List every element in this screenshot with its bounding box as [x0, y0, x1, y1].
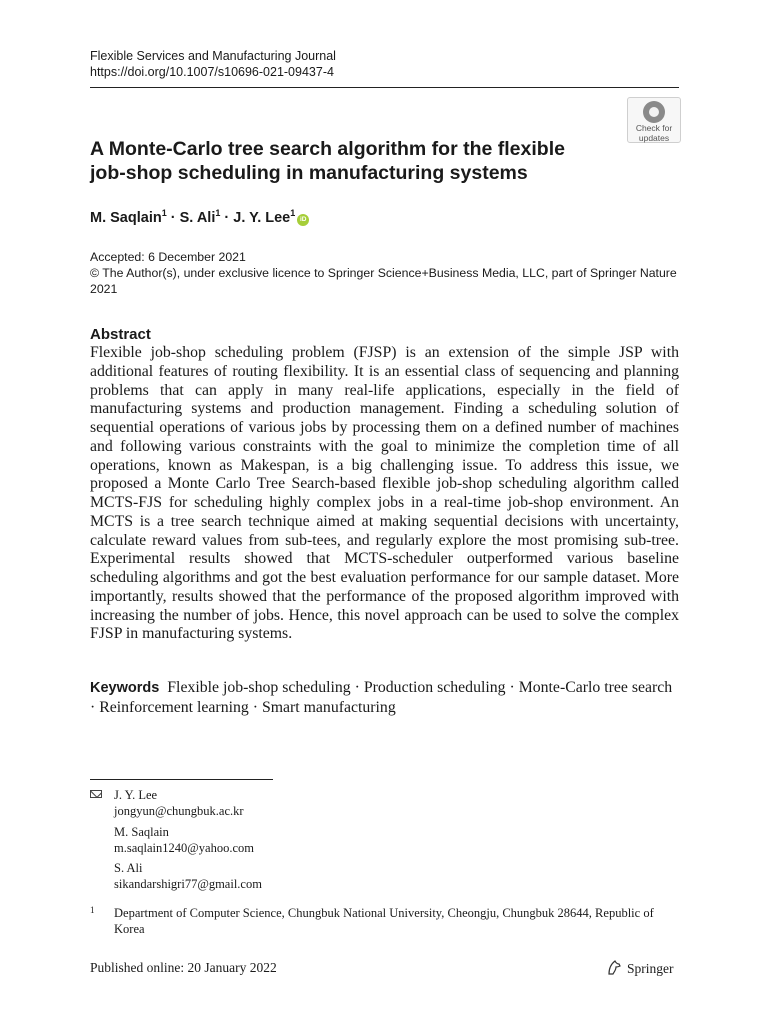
badge-line-2: updates [638, 133, 670, 143]
keywords-block [90, 678, 679, 717]
publisher-logo[interactable] [605, 958, 674, 978]
contact-email[interactable]: m.saqlain1240@yahoo.com [114, 841, 254, 855]
journal-header [90, 48, 336, 80]
title-line-1: A Monte-Carlo tree search algorithm for the flexible [90, 138, 565, 160]
author-name: J. Y. Lee [233, 210, 291, 226]
abstract-heading: Abstract [90, 326, 151, 343]
badge-line-1: Check for [635, 123, 673, 133]
title-line-2: job-shop scheduling in manufacturing systems [90, 162, 528, 184]
contact-name: J. Y. Lee [114, 788, 158, 802]
contact-entry [114, 824, 254, 856]
check-for-updates-badge[interactable] [627, 97, 681, 143]
paper-title [90, 137, 610, 185]
contact-entry [114, 787, 244, 819]
publisher-name: Springer [627, 961, 674, 976]
keywords-label: Keywords [90, 680, 160, 696]
envelope-icon [90, 790, 102, 798]
contact-name: S. Ali [114, 861, 143, 875]
author-affiliation-mark: 1 [215, 208, 221, 219]
affiliation-text: Department of Computer Science, Chungbuk National University, Cheongju, Chungbuk 28644, Republic of Korea [114, 906, 654, 936]
article-meta [90, 249, 690, 297]
footnote-rule [90, 779, 273, 780]
journal-name: Flexible Services and Manufacturing Journal [90, 49, 336, 63]
springer-horse-icon [605, 958, 623, 976]
orcid-icon[interactable]: iD [297, 214, 309, 226]
author-affiliation-mark: 1 [290, 208, 296, 219]
accepted-date: Accepted: 6 December 2021 [90, 250, 246, 264]
copyright-notice: © The Author(s), under exclusive licence to Springer Science+Business Media, LLC, part of Springer Nature 2021 [90, 266, 677, 296]
contact-email[interactable]: sikandarshigri77@gmail.com [114, 877, 262, 891]
published-date: Published online: 20 January 2022 [90, 960, 277, 975]
header-rule [90, 87, 679, 88]
contact-email[interactable]: jongyun@chungbuk.ac.kr [114, 804, 244, 818]
author-list: M. Saqlain$^1$ · S. Ali$^1$ · J. Y. Lee$^1$iD [90, 209, 309, 227]
contact-entry [114, 860, 262, 892]
keywords-text: Flexible job-shop scheduling · Production scheduling · Monte-Carlo tree search · Reinforcement learning · Smart manufacturing [90, 679, 673, 716]
check-updates-icon [643, 101, 665, 123]
affiliation-number: 1 [90, 905, 95, 915]
contact-name: M. Saqlain [114, 825, 169, 839]
author-name: M. Saqlain [90, 210, 162, 226]
author-affiliation-mark: 1 [161, 208, 167, 219]
author-name: S. Ali [179, 210, 216, 226]
doi-link[interactable]: https://doi.org/10.1007/s10696-021-09437-4 [90, 65, 334, 79]
abstract-text: Flexible job-shop scheduling problem (FJSP) is an extension of the simple JSP with additional features of routing flexibility. It is an essential class of sequencing and planning problems that can apply in many real-life applications, especially in the field of manufacturing systems and production management. Finding a scheduling solution of sequential operations of various jobs by processing them on a defined number of machines and following various constraints with the goal to minimize the completion time of all operations, known as Makespan, is a big challenging issue. To address this issue, we proposed a Monte Carlo Tree Search-based flexible job-shop scheduling algorithm called MCTS-FJS for scheduling highly complex jobs in a real-time job-shop environment. An MCTS is a tree search technique aimed at making sequential decisions with uncertainty, calculate reward values from sub-tees, and regularly explore the most promising sub-tree. Experimental results showed that MCTS-scheduler outperformed various baseline scheduling algorithms and got the best evaluation performance for our sample dataset. More importantly, results showed that the performance of the proposed algorithm improved with increasing the number of jobs. Hence, this novel approach can be used to solve the complex FJSP in manufacturing systems. [90, 344, 679, 643]
